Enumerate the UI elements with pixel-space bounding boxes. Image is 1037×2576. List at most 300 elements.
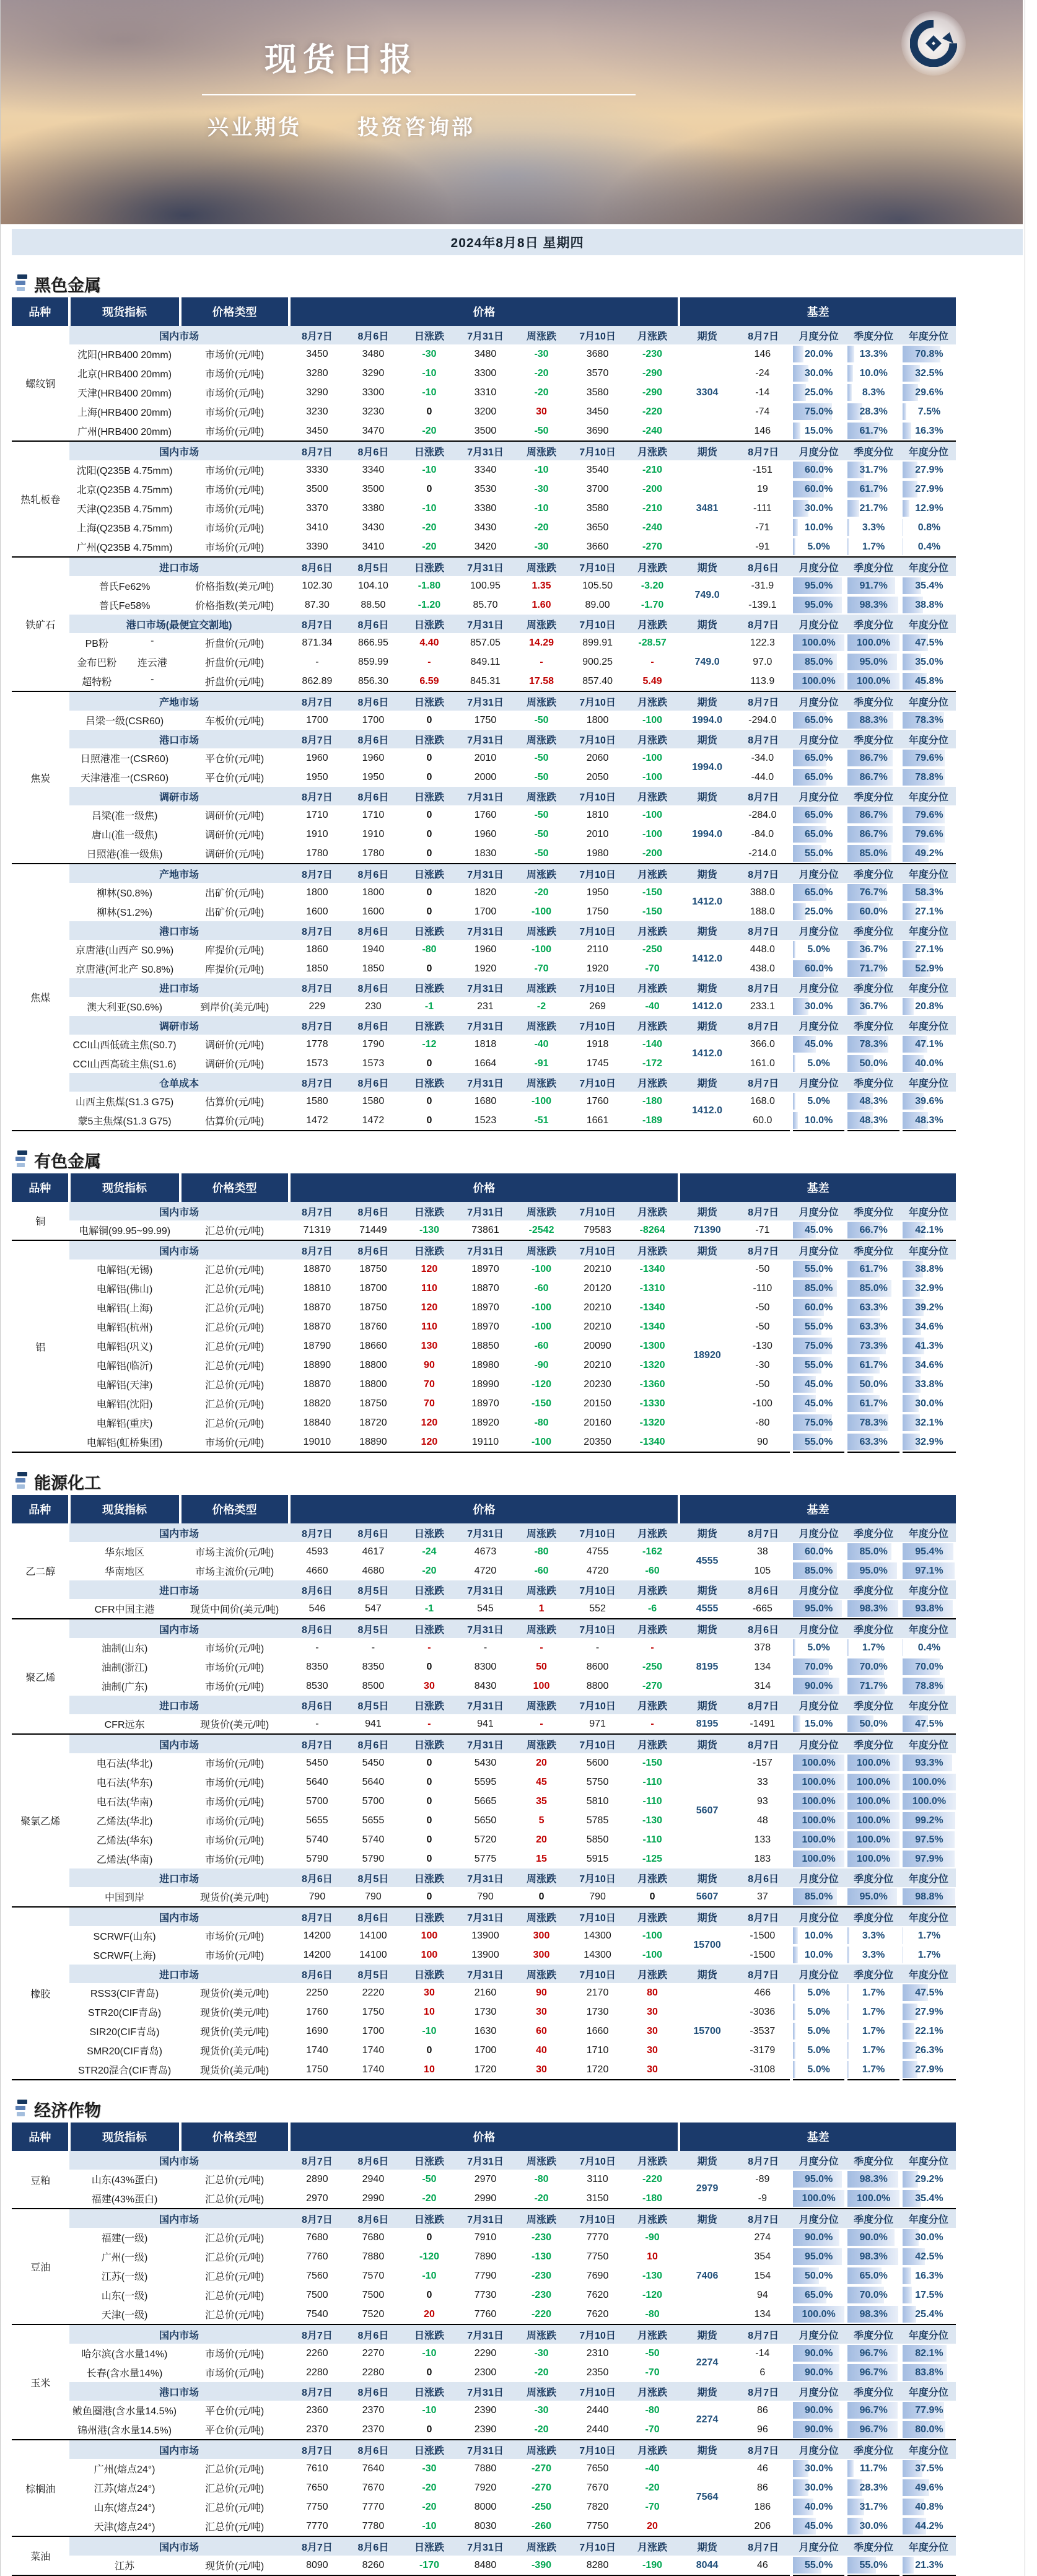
futures-cell: 2274 [679,2344,735,2382]
subheader-col-label: 日涨跌 [401,615,458,633]
subheader-col-label: 期货 [679,730,735,748]
subheader-col-label: 季度分位 [846,1868,901,1887]
subheader-col-label: 年度分位 [901,615,956,633]
price-cell: 5665 [457,1792,514,1811]
subheader-col-label: 8月5日 [345,1868,401,1887]
basis-cell: -50 [735,1375,792,1394]
change-cell: 0 [401,1887,458,1906]
price-cell: 20210 [569,1317,626,1336]
subheader-col-label: 月度分位 [791,1965,846,1983]
percentile-cell: 3.3% [846,1945,901,1965]
change-cell: -10 [514,460,570,480]
price-cell: - [289,652,346,672]
price-cell: 3680 [569,344,626,364]
change-cell: 0 [401,1772,458,1792]
price-cell: 1580 [345,1092,401,1111]
change-cell: 50 [514,1657,570,1676]
change-cell: 130 [401,1336,458,1356]
price-cell: 3420 [457,537,514,556]
data-row [12,1111,956,1131]
subheader-col-label: 7月31日 [457,1734,514,1753]
price-type-cell: 价格指数(美元/吨) [180,595,289,615]
price-cell: 18970 [457,1394,514,1413]
subheader-col-label: 8月7日 [735,615,792,633]
change-cell: -1310 [626,1279,680,1298]
basis-cell: -130 [735,1336,792,1356]
percentile-cell: 49.2% [901,844,956,863]
section-bullets-icon [15,1472,27,1491]
subheader-col-label: 月涨跌 [626,1240,680,1260]
subheader-col-label: 年度分位 [901,2440,956,2459]
change-cell: -1 [401,997,458,1016]
percentile-cell: 86.7% [846,748,901,768]
price-cell: 1780 [345,844,401,863]
price-cell: 18920 [457,1413,514,1432]
change-cell: -120 [514,1375,570,1394]
subheader-col-label: 周涨跌 [514,615,570,633]
basis-cell: -100 [735,1394,792,1413]
price-cell: 88.50 [345,595,401,615]
data-row [12,805,956,825]
subheader-col-label: 月涨跌 [626,2440,680,2459]
price-cell: 7680 [345,2228,401,2247]
percentile-cell: 63.3% [846,1432,901,1452]
subheader-col-label: 月度分位 [791,2151,846,2170]
subheader-col-label: 日涨跌 [401,1734,458,1753]
subheader-col-label: 8月6日 [345,978,401,997]
price-cell: 3580 [569,383,626,402]
price-cell: 7750 [569,2517,626,2536]
percentile-cell: 10.0% [791,1926,846,1945]
percentile-cell: 60.0% [791,1542,846,1561]
percentile-cell: 35.0% [901,652,956,672]
price-cell: 7620 [569,2305,626,2324]
subheader-col-label: 年度分位 [901,557,956,576]
commodity-block-铝 [12,1240,956,1453]
change-cell: -172 [626,1054,680,1073]
subheader-col-label: 年度分位 [901,691,956,711]
subheader-col-label: 7月10日 [569,978,626,997]
market-subheader-row [12,2536,956,2556]
change-cell: -220 [626,402,680,421]
basis-cell: -214.0 [735,844,792,863]
subheader-col-label: 月涨跌 [626,1073,680,1092]
subheader-col-label: 季度分位 [846,921,901,940]
subheader-col-label: 8月6日 [345,921,401,940]
price-cell: 5450 [345,1753,401,1772]
subheader-col-label: 7月31日 [457,691,514,711]
price-type-cell: 市场价(元/吨) [180,1753,289,1772]
price-cell: 1910 [345,825,401,844]
indicator-cell: 广州(Q235B 4.75mm) [69,537,180,556]
indicator-cell: CCI山西低硫主焦(S0.7) [69,1035,180,1054]
change-cell: -10 [401,2266,458,2285]
price-cell: 3480 [457,344,514,364]
price-cell: 4660 [289,1561,346,1580]
subheader-col-label: 期货 [679,441,735,460]
percentile-cell: 100.0% [846,1792,901,1811]
price-cell: 20160 [569,1413,626,1432]
percentile-cell: 60.0% [791,460,846,480]
data-row [12,748,956,768]
subheader-col-label: 期货 [679,2151,735,2170]
indicator-cell: 电解铝(天津) [69,1375,180,1394]
percentile-cell: 45.0% [791,1375,846,1394]
subheader-col-label: 月度分位 [791,2536,846,2556]
data-row [12,1432,956,1452]
change-cell: 0 [401,1753,458,1772]
commodity-block-聚氯乙烯 [12,1733,956,1906]
subheader-col-label: 8月5日 [345,1965,401,1983]
price-cell: 5810 [569,1792,626,1811]
price-cell: 7780 [345,2517,401,2536]
price-cell: 2370 [289,2420,346,2439]
price-cell: 3150 [569,2189,626,2208]
indicator-cell: 电解铝(无锡) [69,1260,180,1279]
subheader-col-label: 年度分位 [901,1696,956,1714]
subheader-col-label: 8月7日 [289,730,346,748]
subheader-col-label: 季度分位 [846,615,901,633]
subheader-col-label: 周涨跌 [514,978,570,997]
subheader-col-label: 8月6日 [345,864,401,883]
price-type-cell: 平仓价(元/吨) [180,768,289,787]
change-cell: -100 [626,748,680,768]
banner-subtitle [1,110,682,141]
subheader-col-label: 季度分位 [846,1073,901,1092]
basis-cell: 388.0 [735,883,792,902]
indicator-cell: 电解铝(杭州) [69,1317,180,1336]
subheader-col-label: 7月31日 [457,1696,514,1714]
change-cell: -100 [626,805,680,825]
variety-cell: 橡胶 [12,1907,69,2080]
data-row [12,1413,956,1432]
price-cell: 1820 [457,883,514,902]
price-cell: 5655 [345,1811,401,1830]
percentile-cell: 76.7% [846,883,901,902]
percentile-cell: 32.9% [901,1432,956,1452]
percentile-cell: 10.0% [791,1111,846,1131]
percentile-cell: 100.0% [791,1792,846,1811]
percentile-cell: 66.7% [846,1220,901,1240]
price-cell: 4755 [569,1542,626,1561]
basis-cell: -71 [735,1220,792,1240]
indicator-cell: 上海(Q235B 4.75mm) [69,518,180,537]
subheader-col-label: 7月10日 [569,1965,626,1983]
subheader-col-label: 季度分位 [846,441,901,460]
percentile-cell: 38.8% [901,595,956,615]
price-cell: 1920 [457,959,514,978]
commodity-block-热轧板卷 [12,440,956,556]
price-type-cell: 汇总价(元/吨) [180,2247,289,2266]
change-cell: 0 [626,1887,680,1906]
price-cell: 20210 [569,1298,626,1317]
market-label: 港口市场 [69,2382,289,2401]
price-type-cell: 调研价(元/吨) [180,844,289,863]
change-cell: - [514,652,570,672]
change-cell: -20 [626,2478,680,2497]
percentile-cell: 27.1% [901,940,956,959]
price-type-cell: 市场价(元/吨) [180,1638,289,1657]
subheader-col-label: 月涨跌 [626,1907,680,1926]
change-cell: -2 [514,997,570,1016]
indicator-cell: CFR远东 [69,1714,180,1733]
change-cell: 20 [514,1830,570,1849]
price-type-cell: 调研价(元/吨) [180,1035,289,1054]
subheader-col-label: 期货 [679,1696,735,1714]
subheader-col-label: 期货 [679,1073,735,1092]
indicator-cell: 金布巴粉 连云港 [69,652,180,672]
percentile-cell: 61.7% [846,1260,901,1279]
subheader-col-label: 期货 [679,1523,735,1542]
change-cell: 0 [401,1792,458,1811]
price-cell: 5775 [457,1849,514,1868]
subheader-col-label: 7月10日 [569,1073,626,1092]
subheader-col-label: 月度分位 [791,1016,846,1035]
basis-cell: -50 [735,1260,792,1279]
basis-cell: 161.0 [735,1054,792,1073]
price-cell: 5450 [289,1753,346,1772]
subheader-col-label: 8月6日 [289,1696,346,1714]
change-cell: -120 [626,2285,680,2305]
basis-cell: 154 [735,2266,792,2285]
subheader-col-label: 日涨跌 [401,1523,458,1542]
price-cell: 1700 [457,902,514,921]
market-label: 产地市场 [69,864,289,883]
price-cell: 20150 [569,1394,626,1413]
futures-cell: 1412.0 [679,883,735,921]
subheader-col-label: 周涨跌 [514,691,570,711]
data-row [12,2344,956,2363]
percentile-cell: 98.3% [846,2305,901,2324]
subheader-col-label: 月度分位 [791,1580,846,1599]
price-type-cell: 市场价(元/吨) [180,460,289,480]
change-cell: 30 [626,2060,680,2080]
change-cell: -140 [626,1035,680,1054]
subheader-col-label: 7月31日 [457,1523,514,1542]
percentile-cell: 31.7% [846,460,901,480]
change-cell: -80 [626,2305,680,2324]
price-cell: 3430 [345,518,401,537]
price-type-cell: 折盘价(元/吨) [180,652,289,672]
price-type-cell: 市场价(元/吨) [180,364,289,383]
change-cell: -90 [514,1356,570,1375]
price-cell: 1740 [289,2041,346,2060]
price-cell: 14300 [569,1945,626,1965]
col-header-price-group: 价格 [289,1173,680,1202]
percentile-cell: 85.0% [791,652,846,672]
subheader-col-label: 日涨跌 [401,2382,458,2401]
subheader-col-label: 年度分位 [901,1016,956,1035]
subheader-col-label: 周涨跌 [514,2382,570,2401]
price-cell: 1472 [345,1111,401,1131]
price-cell: 1573 [345,1054,401,1073]
subheader-col-label: 月涨跌 [626,1580,680,1599]
data-row [12,672,956,691]
change-cell: -12 [401,1035,458,1054]
change-cell: -70 [514,959,570,978]
percentile-cell: 5.0% [791,2002,846,2022]
indicator-cell: 电石法(华东) [69,1772,180,1792]
subheader-col-label: 周涨跌 [514,2536,570,2556]
subheader-col-label: 周涨跌 [514,1073,570,1092]
change-cell: 0 [401,1054,458,1073]
price-cell: 866.95 [345,633,401,652]
price-cell: 18790 [289,1336,346,1356]
percentile-cell: 30.0% [901,1394,956,1413]
subheader-col-label: 7月10日 [569,1016,626,1035]
price-type-cell: 汇总价(元/吨) [180,2459,289,2478]
market-label: 国内市场 [69,1619,289,1638]
col-header-price-group: 价格 [289,1495,680,1523]
change-cell: 120 [401,1432,458,1452]
section-title: 能源化工 [34,1470,101,1494]
price-type-cell: 市场价(元/吨) [180,2344,289,2363]
section-header-table [12,1495,956,1523]
price-cell: 862.89 [289,672,346,691]
price-cell: 1800 [289,883,346,902]
change-cell: - [401,1638,458,1657]
subheader-col-label: 季度分位 [846,2151,901,2170]
market-label: 国内市场 [69,2536,289,2556]
indicator-cell: 天津港准一(CSR60) [69,768,180,787]
percentile-cell: 78.3% [846,1413,901,1432]
price-cell: 1573 [289,1054,346,1073]
change-cell: -70 [626,2363,680,2382]
indicator-cell: 京唐港(山西产 S0.9%) [69,940,180,959]
data-row [12,1830,956,1849]
price-cell: 3570 [569,364,626,383]
price-cell: 229 [289,997,346,1016]
percentile-cell: 11.7% [846,2459,901,2478]
basis-cell: -1500 [735,1945,792,1965]
change-cell: 300 [514,1945,570,1965]
subheader-col-label: 日涨跌 [401,1580,458,1599]
price-type-cell: 汇总价(元/吨) [180,2497,289,2517]
percentile-cell: 98.3% [846,2247,901,2266]
change-cell: 300 [514,1926,570,1945]
percentile-cell: 90.0% [791,2401,846,2420]
subheader-col-label: 周涨跌 [514,921,570,940]
percentile-cell: 0.4% [901,537,956,556]
price-cell: 1710 [569,2041,626,2060]
price-cell: 2360 [289,2401,346,2420]
subheader-col-label: 月涨跌 [626,2209,680,2228]
market-subheader-row [12,1965,956,1983]
change-cell: -20 [514,2189,570,2208]
percentile-cell: 49.6% [901,2478,956,2497]
percentile-cell: 93.3% [901,1753,956,1772]
percentile-cell: 90.0% [791,2344,846,2363]
price-cell: 7760 [457,2305,514,2324]
subheader-col-label: 8月6日 [289,1965,346,1983]
subheader-col-label: 季度分位 [846,2440,901,2459]
indicator-cell: 普氏Fe62% [69,576,180,595]
price-cell: 18810 [289,1279,346,1298]
section-bullets-icon [15,2100,27,2118]
percentile-cell: 88.3% [846,711,901,730]
change-cell: 30 [626,2002,680,2022]
subheader-col-label: 8月7日 [735,2209,792,2228]
subheader-col-label: 7月10日 [569,2440,626,2459]
change-cell: -220 [626,2170,680,2189]
price-cell: 2170 [569,1983,626,2002]
subheader-col-label: 7月10日 [569,864,626,883]
variety-cell: 铝 [12,1240,69,1452]
percentile-cell: 100.0% [846,1830,901,1849]
subheader-col-label: 日涨跌 [401,691,458,711]
subheader-col-label: 月度分位 [791,1868,846,1887]
subheader-col-label: 8月6日 [345,1523,401,1542]
indicator-cell: 山东(43%蛋白) [69,2170,180,2189]
commodity-block-聚乙烯 [12,1618,956,1733]
percentile-cell: 63.3% [846,1317,901,1336]
percentile-cell: 1.7% [846,2060,901,2080]
percentile-cell: 41.3% [901,1336,956,1356]
percentile-cell: 60.0% [791,480,846,499]
market-label: 国内市场 [69,1202,289,1220]
col-header-indicator: 现货指标 [69,2123,180,2151]
change-cell: -20 [401,537,458,556]
change-cell: -100 [514,1298,570,1317]
price-cell: 7520 [345,2305,401,2324]
change-cell: -6 [626,1599,680,1618]
price-type-cell: 现货价(元/吨) [180,2556,289,2575]
price-cell: 2050 [569,768,626,787]
change-cell: -200 [626,480,680,499]
change-cell: -10 [401,364,458,383]
subheader-col-label: 季度分位 [846,1907,901,1926]
price-cell: 849.11 [457,652,514,672]
change-cell: -1360 [626,1375,680,1394]
basis-cell: -3179 [735,2041,792,2060]
change-cell: 10 [401,2060,458,2080]
subheader-col-label: 8月7日 [735,1965,792,1983]
change-cell: 90 [514,1983,570,2002]
percentile-cell: 85.0% [791,1561,846,1580]
subheader-col-label: 周涨跌 [514,1619,570,1638]
price-cell: 1780 [289,844,346,863]
price-type-cell: 汇总价(元/吨) [180,1336,289,1356]
price-cell: 1720 [457,2060,514,2080]
change-cell: -100 [626,1945,680,1965]
percentile-cell: 90.0% [791,2363,846,2382]
price-type-cell: 现货价(美元/吨) [180,1983,289,2002]
price-cell: 20230 [569,1375,626,1394]
percentile-cell: 78.8% [901,768,956,787]
change-cell: -10 [401,2022,458,2041]
subheader-col-label: 7月10日 [569,1907,626,1926]
percentile-cell: 45.0% [791,1035,846,1054]
price-cell: 19110 [457,1432,514,1452]
subheader-col-label: 月涨跌 [626,978,680,997]
percentile-cell: 12.9% [901,499,956,518]
change-cell: -20 [514,383,570,402]
col-header-price-group: 价格 [289,297,680,326]
price-cell: 3200 [457,402,514,421]
change-cell: 0 [401,1811,458,1830]
percentile-cell: 70.0% [846,2285,901,2305]
subheader-col-label: 月度分位 [791,864,846,883]
change-cell: -20 [401,421,458,440]
price-cell: 2280 [289,2363,346,2382]
price-cell: 7620 [569,2285,626,2305]
change-cell: -1330 [626,1394,680,1413]
market-label: 仓单成本 [69,1073,289,1092]
percentile-cell: 95.0% [846,1561,901,1580]
futures-cell: 1412.0 [679,1035,735,1073]
indicator-cell: 中国到岸 [69,1887,180,1906]
change-cell: -50 [514,825,570,844]
